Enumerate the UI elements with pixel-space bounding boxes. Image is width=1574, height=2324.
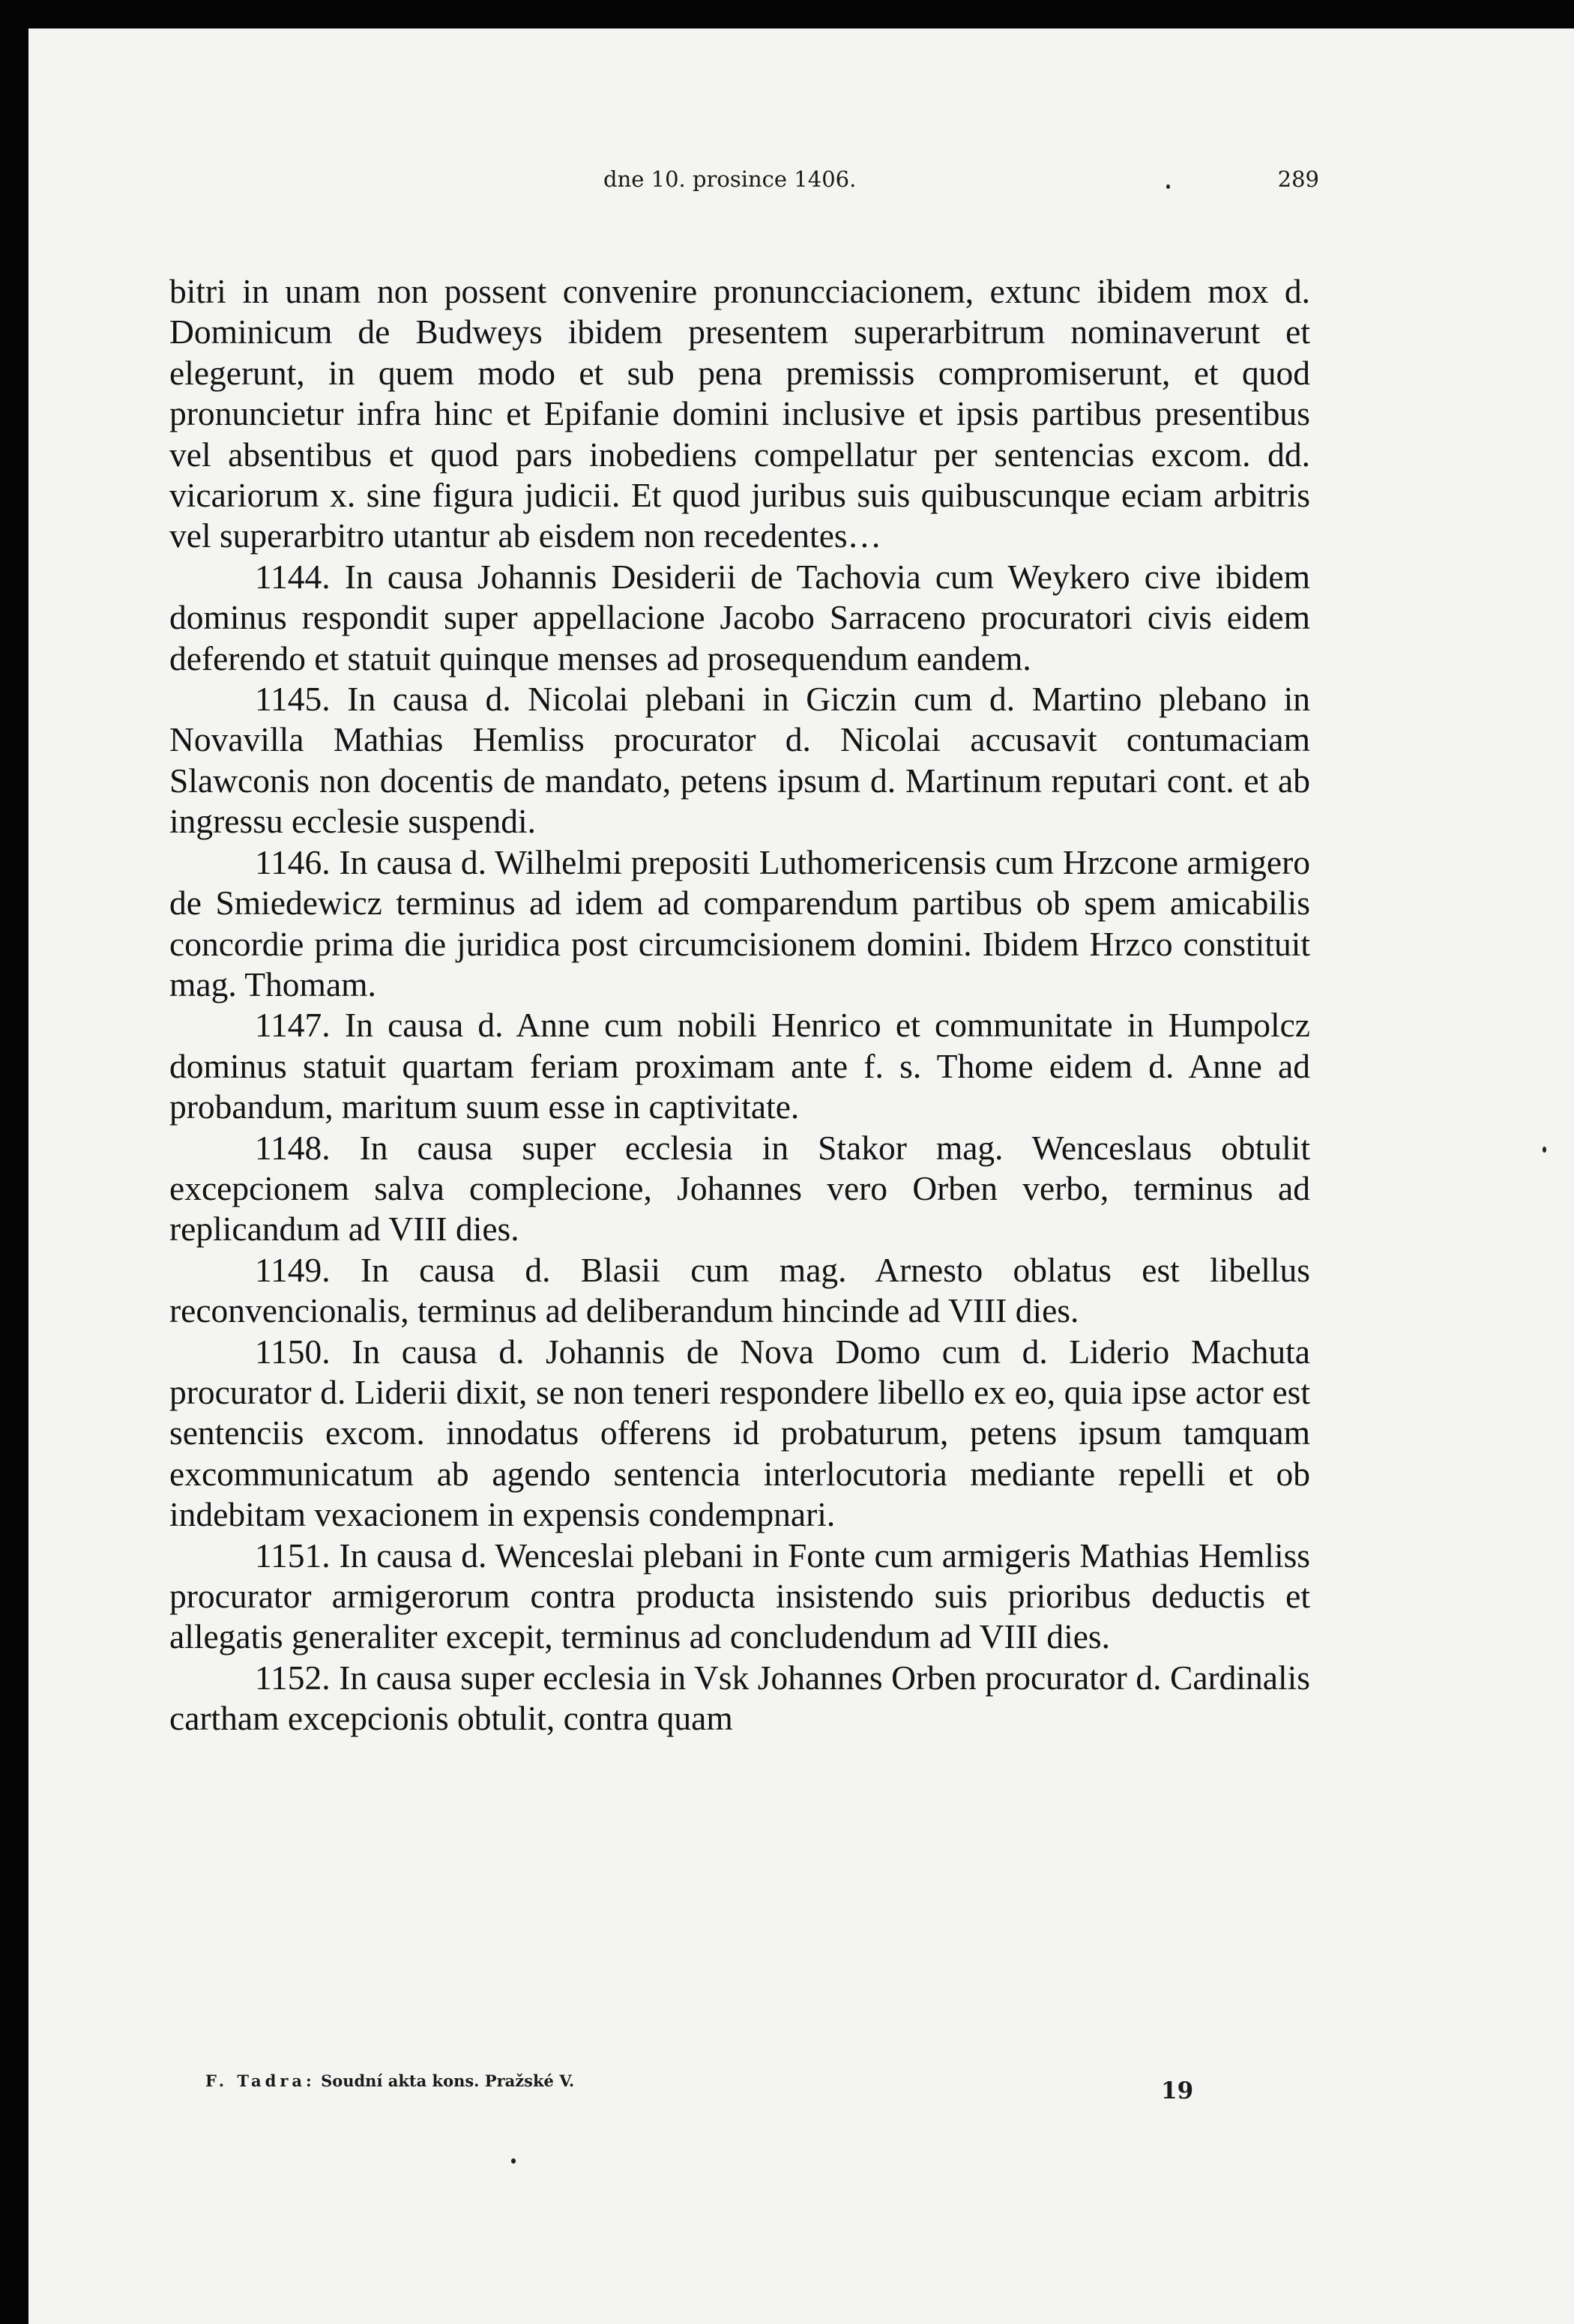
footer-author: F. Tadra: <box>205 2071 316 2090</box>
scan-speck <box>511 2158 516 2164</box>
entry-text: In causa d. Anne cum nobili Henrico et communitate in Humpolcz dominus statuit quartam feriam proximam ante f. s. Thome eidem d. Anne ad probandum, maritum suum esse in captivitate. <box>169 1006 1311 1126</box>
entry-number: 1150. <box>255 1332 331 1371</box>
entry-1146 <box>169 842 1310 1006</box>
entry-text: In causa super ecclesia in Stakor mag. Wenceslaus obtulit excepcionem salva complecione, Johannes vero Orben verbo, terminus ad replicandum ad VIII dies. <box>169 1128 1311 1249</box>
entry-number: 1149. <box>255 1250 331 1289</box>
entry-number: 1148. <box>255 1128 331 1167</box>
running-title: dne 10. prosince 1406. <box>603 166 857 192</box>
body-text <box>169 271 1310 1739</box>
entry-number: 1147. <box>255 1006 331 1045</box>
scan-top-border <box>0 0 1574 28</box>
page-number: 289 <box>1277 166 1319 192</box>
entry-number: 1146. <box>255 842 331 881</box>
signature-mark: 19 <box>1161 2077 1194 2104</box>
entry-1144 <box>169 557 1310 679</box>
footer-work-title: Soudní akta kons. Pražské V. <box>321 2071 575 2090</box>
entry-1148 <box>169 1128 1310 1250</box>
footer-credit <box>205 2071 574 2090</box>
entry-1152 <box>169 1658 1310 1739</box>
entry-1150 <box>169 1332 1310 1536</box>
entry-number: 1152. <box>255 1658 331 1697</box>
entry-1147 <box>169 1005 1310 1127</box>
entry-text: In causa d. Johannis de Nova Domo cum d. Liderio Machuta procurator d. Liderii dixit, se non teneri respondere libello ex eo, quia ipse actor est sentenciis excom. innodatus offerens id probaturum, petens ipsum tamquam excommunicatum ab agendo sentencia interlocutoria mediante repelli et ob indebitam vexacionem in expensis condempnari. <box>169 1332 1310 1534</box>
entry-text: In causa d. Nicolai plebani in Giczin cum d. Martino plebano in Novavilla Mathias Hemliss procurator d. Nicolai accusavit contumaciam Slawconis non docentis de mandato, petens ipsum d. Martinum reputari cont. et ab ingressu ecclesie suspendi. <box>169 680 1311 841</box>
entry-number: 1145. <box>255 680 331 719</box>
entry-1145 <box>169 679 1310 842</box>
entry-text: In causa d. Blasii cum mag. Arnesto oblatus est libellus reconvencionalis, terminus ad deliberandum hincinde ad VIII dies. <box>169 1250 1311 1330</box>
entry-text: In causa Johannis Desiderii de Tachovia cum Weykero cive ibidem dominus respondit super appellacione Jacobo Sarraceno procuratori civis eidem deferendo et statuit quinque menses ad prosequendum eandem. <box>169 557 1311 677</box>
running-header <box>165 166 1319 204</box>
entry-1149 <box>169 1250 1310 1332</box>
entry-number: 1144. <box>255 557 331 596</box>
entry-text: In causa super ecclesia in Vsk Johannes Orben procurator d. Cardinalis cartham excepcionis obtulit, contra quam <box>169 1658 1310 1738</box>
entry-1151 <box>169 1536 1310 1658</box>
entry-number: 1151. <box>255 1536 331 1575</box>
continued-paragraph: bitri in unam non possent convenire pronuncciacionem, extunc ibidem mox d. Dominicum de Budweys ibidem presentem superarbitrum nominaverunt et elegerunt, in quem modo et sub pena premissis compromiserunt, et quod pronuncietur infra hinc et Epifanie domini inclusive et ipsis partibus presentibus vel absentibus et quod pars inobediens compellatur per sentencias excom. dd. vicariorum x. sine figura judicii. Et quod juribus suis quibuscunque eciam arbitris vel superarbitro utantur ab eisdem non recedentes… <box>169 272 1310 555</box>
entry-text: In causa d. Wilhelmi prepositi Luthomericensis cum Hrzcone armigero de Smiedewicz terminus ad idem ad comparendum partibus ob spem amicabilis concordie prima die juridica post circumcisionem domini. Ibidem Hrzco constituit mag. Thomam. <box>169 842 1310 1003</box>
scan-speck <box>1543 1147 1546 1153</box>
scan-left-border <box>0 0 28 2324</box>
entry-text: In causa d. Wenceslai plebani in Fonte cum armigeris Mathias Hemliss procurator armigerorum contra producta insistendo suis prioribus deductis et allegatis generaliter excepit, terminus ad concludendum ad VIII dies. <box>169 1536 1310 1656</box>
